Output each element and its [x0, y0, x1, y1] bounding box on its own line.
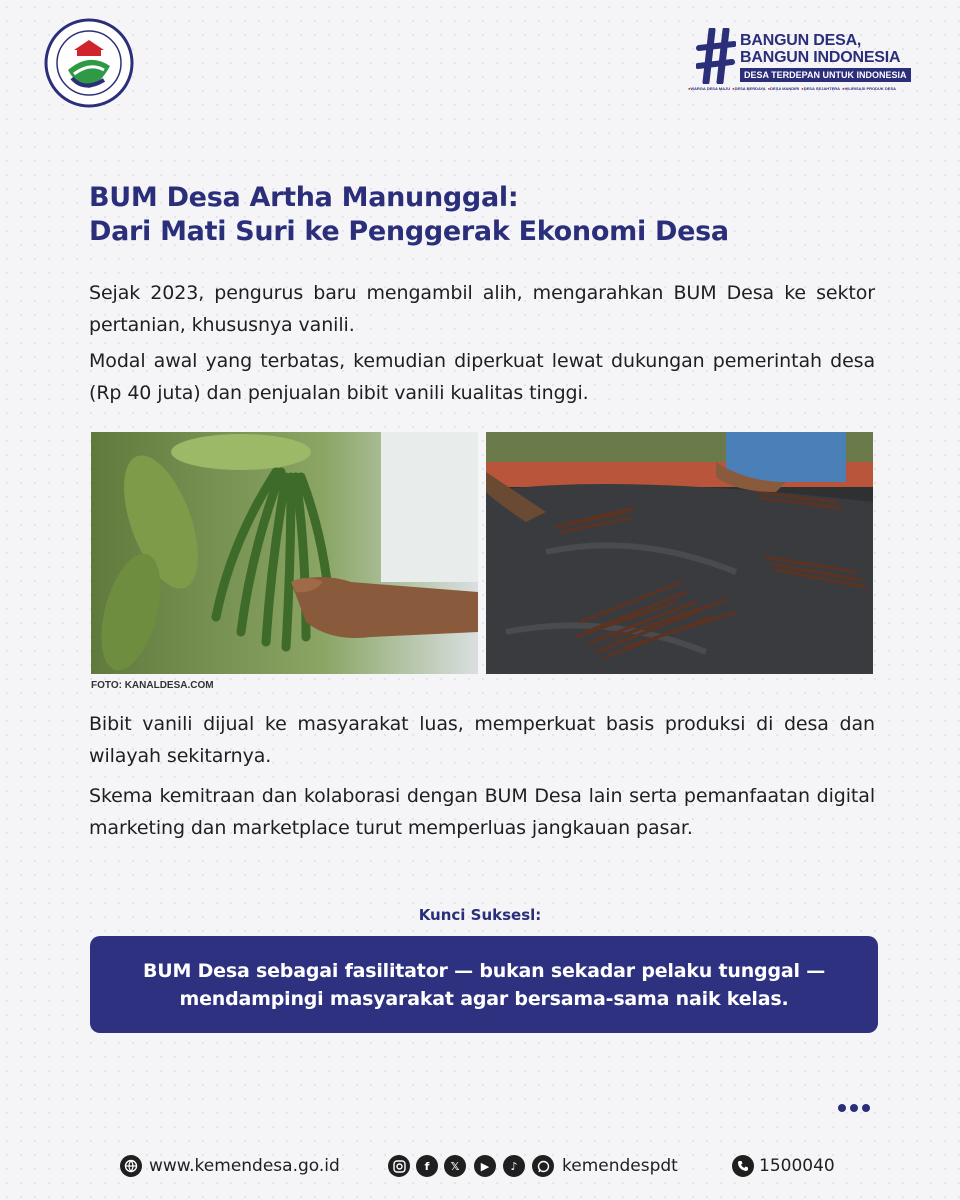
paragraph-2: Modal awal yang terbatas, kemudian diperkuat lewat dukungan pemerintah desa (Rp 40 juta) dan penjualan bibit vanili kualitas tinggi.: [89, 350, 875, 404]
brand-line-2: BANGUN INDONESIA: [740, 49, 901, 66]
hashtag-icon: [696, 28, 736, 84]
title-line-1: BUM Desa Artha Manunggal:: [89, 182, 519, 213]
brand-tagline: DESA TERDEPAN UNTUK INDONESIA: [740, 68, 911, 82]
photo-credit: FOTO: KANALDESA.COM: [91, 680, 214, 691]
article-title: [89, 181, 889, 249]
ministry-logo: [44, 18, 134, 108]
social-handle[interactable]: kemendespdt: [562, 1156, 678, 1176]
website-link[interactable]: www.kemendesa.go.id: [149, 1156, 340, 1176]
key-success-label: Kunci Suksesl:: [418, 906, 542, 924]
globe-icon: [120, 1155, 142, 1177]
paragraph-3: Bibit vanili dijual ke masyarakat luas, memperkuat basis produksi di desa dan wilayah sekitarnya.: [89, 713, 875, 767]
youtube-icon[interactable]: ▶: [474, 1155, 496, 1177]
paragraph-4: Skema kemitraan dan kolaborasi dengan BUM Desa lain serta pemanfaatan digital marketing dan marketplace turut memperluas jangkauan pasar.: [89, 785, 875, 839]
brand-sub-item: ● DESA MANDIRI: [768, 86, 800, 91]
key-success-box: [90, 936, 878, 1033]
instagram-icon[interactable]: [388, 1155, 410, 1177]
vanilla-plant-photo: [91, 432, 478, 674]
footer: [0, 1150, 960, 1182]
brand-sub-item: ● DESA BERDAYA: [732, 86, 766, 91]
title-line-2: Dari Mati Suri ke Penggerak Ekonomi Desa: [89, 216, 729, 247]
facebook-icon[interactable]: f: [416, 1155, 438, 1177]
key-success-text: BUM Desa sebagai fasilitator — bukan sekadar pelaku tunggal — mendampingi masyarakat agar bersama-sama naik kelas.: [142, 959, 826, 1010]
paragraph-1: Sejak 2023, pengurus baru mengambil alih, mengarahkan BUM Desa ke sektor pertanian, khususnya vanili.: [89, 282, 875, 336]
brand-sub-item: ● DESA SEJAHTERA: [801, 86, 840, 91]
brand-sub-item: ● WARGA DESA MAJU: [688, 86, 730, 91]
brand-sub-list: [688, 86, 920, 91]
brand-campaign-logo: [690, 28, 918, 96]
tiktok-icon[interactable]: ♪: [503, 1155, 525, 1177]
brand-sub-item: ● HILIRISASI PRODUK DESA: [842, 86, 896, 91]
x-icon[interactable]: 𝕏: [444, 1155, 466, 1177]
brand-line-1: BANGUN DESA,: [740, 32, 862, 49]
phone-number[interactable]: 1500040: [759, 1156, 835, 1176]
phone-icon: [732, 1155, 754, 1177]
drying-vanilla-photo: [486, 432, 873, 674]
whatsapp-icon[interactable]: [532, 1155, 554, 1177]
more-dots-icon: [838, 1104, 870, 1112]
